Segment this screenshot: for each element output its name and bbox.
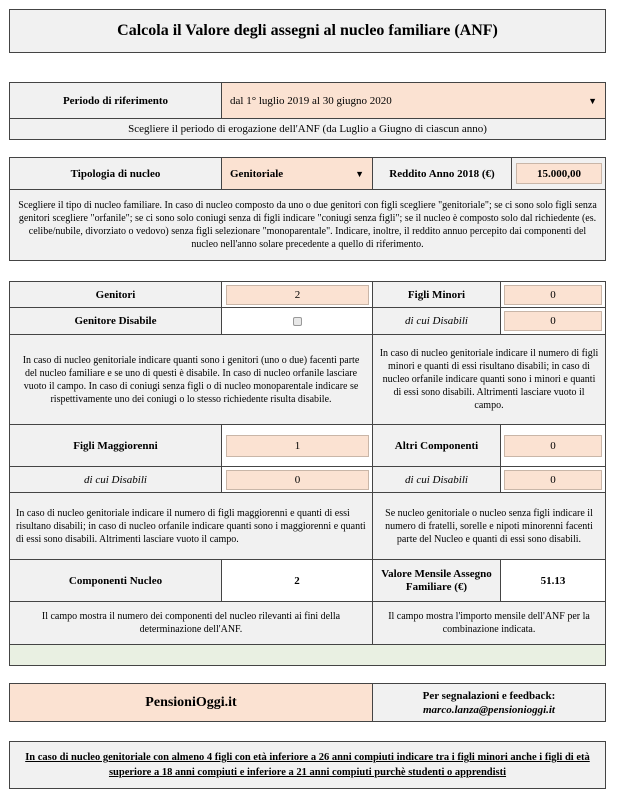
altri-componenti-label: Altri Componenti [372,424,501,467]
altri-componenti-help: Se nucleo genitoriale o nucleo senza figli indicare il numero di fratelli, sorelle e nipoti minorenni facenti parte del Nucleo e quanti di essi sono disabili. [372,492,606,560]
feedback-box [372,683,606,722]
genitore-disabile-label: Genitore Disabile [9,307,222,335]
brand-link[interactable]: PensioniOggi.it [9,683,373,722]
genitori-help: In caso di nucleo genitoriale indicare quanti sono i genitori (uno o due) facenti parte del nucleo familiare e se uno di questi è disabile. In caso di nucleo orfanile lasciare vuoto il campo. In caso di coniugi senza figli o di nucleo monoparentale indicare se rispettivamente uno dei coniugi o lo stesso richiedente risulta disabile. [9,334,373,425]
componenti-nucleo-label: Componenti Nucleo [9,559,222,602]
page-title: Calcola il Valore degli assegni al nucleo familiare (ANF) [9,9,606,53]
figli-maggiorenni-label: Figli Maggiorenni [9,424,222,467]
valore-mensile-value: 51.13 [500,559,606,602]
figli-minori-help: In caso di nucleo genitoriale indicare il numero di figli minori e quanti di essi risultano disabili; in caso di nucleo orfanile indicare quanti sono i minori e quanti di essi sono disabili. Altrimenti lasciare vuoto il campo. [372,334,606,425]
genitore-disabile-cell [221,307,373,335]
periodo-label: Periodo di riferimento [9,82,222,119]
figli-maggiorenni-disabili-label: di cui Disabili [9,466,222,493]
figli-maggiorenni-help: In caso di nucleo genitoriale indicare il numero di figli maggiorenni e quanti di essi risultano disabili; in caso di nucleo orfanile indicare quanti sono i maggiorenni e quanti di essi sono disabili. Altrimenti lasciare vuoto il campo. [9,492,373,560]
componenti-nucleo-help: Il campo mostra il numero dei componenti del nucleo rilevanti ai fini della determinazione dell'ANF. [9,601,373,645]
tipologia-label: Tipologia di nucleo [9,157,222,190]
altri-componenti-disabili-input[interactable]: 0 [504,470,602,490]
chevron-down-icon: ▼ [588,95,597,106]
valore-mensile-label: Valore Mensile Assegno Familiare (€) [372,559,501,602]
tipologia-select[interactable] [221,157,373,190]
footer-note: In caso di nucleo genitoriale con almeno 4 figli con età inferiore a 26 anni compiuti indicare tra i figli minori anche i figli di età superiore a 18 anni compiuti e inferiore a 21 anni compiuti purchè studenti o apprendisti [9,741,606,789]
reddito-input[interactable]: 15.000,00 [516,163,602,184]
genitori-input[interactable]: 2 [226,285,369,305]
genitore-disabile-checkbox[interactable] [293,317,302,326]
componenti-nucleo-value: 2 [221,559,373,602]
figli-minori-disabili-label: di cui Disabili [372,307,501,335]
figli-minori-input[interactable]: 0 [504,285,602,305]
altri-componenti-input[interactable]: 0 [504,435,602,457]
periodo-select-value: dal 1° luglio 2019 al 30 giugno 2020 [230,94,392,107]
feedback-label: Per segnalazioni e feedback: [422,689,556,702]
figli-minori-disabili-input[interactable]: 0 [504,311,602,331]
figli-maggiorenni-disabili-input[interactable]: 0 [226,470,369,490]
periodo-select[interactable] [221,82,606,119]
reddito-label: Reddito Anno 2018 (€) [372,157,512,190]
altri-componenti-disabili-label: di cui Disabili [372,466,501,493]
result-strip [9,644,606,666]
figli-minori-label: Figli Minori [372,281,501,308]
feedback-email[interactable]: marco.lanza@pensionioggi.it [422,703,555,716]
valore-mensile-help: Il campo mostra l'importo mensile dell'ANF per la combinazione indicata. [372,601,606,645]
figli-maggiorenni-input[interactable]: 1 [226,435,369,457]
chevron-down-icon: ▼ [355,168,364,179]
periodo-help: Scegliere il periodo di erogazione dell'ANF (da Luglio a Giugno di ciascun anno) [9,118,606,140]
tipologia-select-value: Genitoriale [230,167,284,180]
tipologia-help: Scegliere il tipo di nucleo familiare. In caso di nucleo composto da uno o due genitori con figli scegliere "genitoriale"; se ci sono solo figli senza genitori scegliere "orfanile"; se ci sono solo coniugi senza di figli indicare "coniugi senza figli"; se il nucleo è composto solo dal richiedente (es. celibe/nubile, divorziato o vedovo) senza figli selezionare "monoparentale". Indicare, inoltre, il reddito annuo percepito dai componenti del nucleo nell'anno solare precedente a quello di riferimento. [9,189,606,261]
genitori-label: Genitori [9,281,222,308]
